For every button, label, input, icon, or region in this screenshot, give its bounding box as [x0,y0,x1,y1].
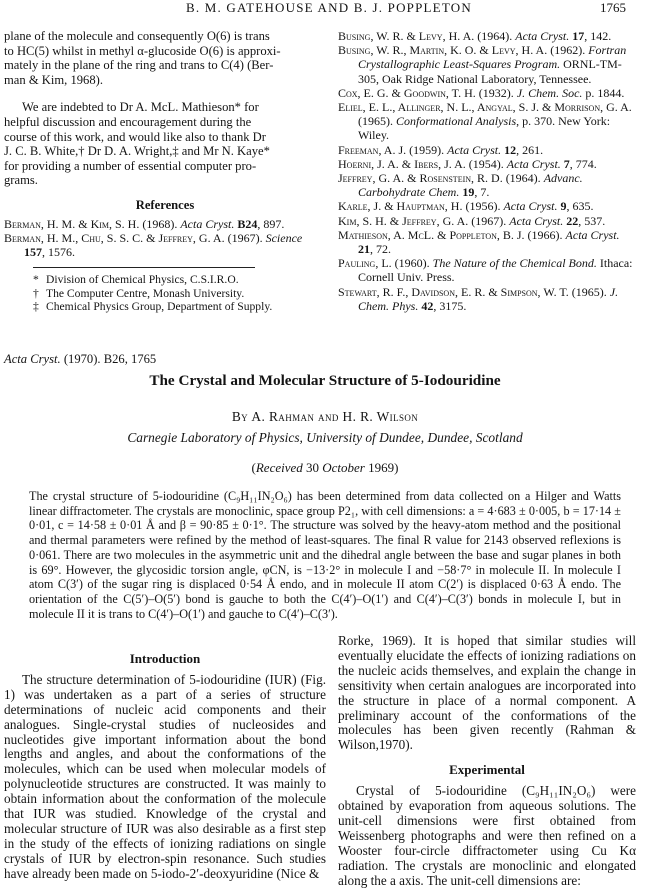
experimental-heading: Experimental [449,762,525,778]
footnote: * Division of Chemical Physics, C.S.I.R.O. [33,273,239,287]
introduction-continued: Rorke, 1969). It is hoped that similar studies will eventually elucidate the effects of ionizing radiations on the nucleic acids themselves, and explain the change in sensitivity when certain analogues are incorporated into the structure in place of a normal component. A preliminary account of the conformations of the molecules has been given recently (Rahman & Wilson,1970). [338,633,636,753]
author-names: A. Rahman and H. R. Wilson [251,409,419,424]
reference-item: Karle, J. & Hauptman, H. (1956). Acta Cryst. 9, 635. [338,199,594,214]
footnote: † The Computer Centre, Monash University. [33,286,245,300]
text-line: helpful discussion and encouragement during the [4,114,252,129]
acknowledgement-paragraph [4,100,326,115]
reference-item: Cox, E. G. & Goodwin, T. H. (1932). J. Chem. Soc. p. 1844. [338,85,625,100]
reference-item: Pauling, L. (1960). The Nature of the Chemical Bond. Ithaca: Cornell Univ. Press. [338,256,633,285]
reference-item: Eliel, E. L., Allinger, N. L., Angyal, S. J. & Morrison, G. A. (1965). Conformational Analysis, p. 370. New York: Wiley. [338,100,632,143]
reference-item: Berman, H. M. & Kim, S. H. (1968). Acta Cryst. B24, 897. [4,216,285,231]
experimental-text: Crystal of 5-iodouridine (C₉H₁₁IN₂O₆) were obtained by evaporation from aqueous solutions. The unit-cell dimensions were first obtained from Weissenberg photographs and were then refined on a Wooster four-circle diffractometer using Cu Kα radiation. The crystals are monoclinic and elongated along the a axis. The unit-cell dimensions are: [338,783,636,888]
text-line: plane of the molecule and consequently O(6) is trans [4,29,270,43]
journal-reference: Acta Cryst. (1970). B26, 1765 [4,352,157,366]
article-byline: By A. Rahman and H. R. Wilson [231,409,419,424]
reference-item: Kim, S. H. & Jeffrey, G. A. (1967). Acta Cryst. 22, 537. [338,213,606,228]
author-affiliation: Carnegie Laboratory of Physics, University of Dundee, Dundee, Scotland [127,430,523,445]
footnote: ‡ Chemical Physics Group, Department of Supply. [33,299,273,313]
reference-item: Busing, W. R., Martin, K. O. & Levy, H. A. (1962). Fortran Crystallographic Least-Squares Program. ORNL-TM-305, Oak Ridge National Laboratory, Tennessee. [338,43,627,86]
page-number: 1765 [600,0,626,15]
references-list-left [4,217,326,260]
introduction-heading: Introduction [129,651,201,666]
text-line: mately in the plane of the ring and trans to C(4) (Ber- [4,58,274,73]
prev-article-left-column [4,29,326,313]
introduction-section [4,652,326,882]
reference-item: Berman, H. M., Chu, S. S. C. & Jeffrey, G. A. (1967). Science 157, 1576. [4,230,303,259]
text-line: to HC(5) whilst in methyl α-glucoside O(6) is approxi- [4,43,281,58]
text-line: grams. [4,173,38,188]
footnote-divider [33,267,255,268]
reference-item: Freeman, A. J. (1959). Acta Cryst. 12, 261. [338,142,544,157]
reference-item: Busing, W. R. & Levy, H. A. (1964). Acta Cryst. 17, 142. [338,29,612,43]
references-list-right [338,29,636,313]
reference-item: Stewart, R. F., Davidson, E. R. & Simpson, W. T. (1965). J. Chem. Phys. 42, 3175. [338,284,619,313]
references-heading: References [135,197,195,212]
article-title: The Crystal and Molecular Structure of 5-Iodouridine [149,372,501,389]
text-line: for providing a number of essential computer pro- [4,158,257,173]
text-line: man & Kim, 1968). [4,72,103,87]
text-line: J. C. B. White,† Dr D. A. Wright,‡ and Mr N. Kaye* [4,144,270,159]
reference-item: Mathieson, A. McL. & Poppleton, B. J. (1966). Acta Cryst. 21, 72. [338,227,620,257]
right-column-body [338,634,636,889]
running-header [0,0,650,16]
abstract: The crystal structure of 5-iodouridine (C₉H₁₁IN₂O₆) has been determined from data collected on a Hilger and Watts linear diffractometer. The crystals are monoclinic, space group P2₁, with cell dimensions: a = 4·683 ± 0·005, b = 17·14 ± 0·01, c = 14·58 ± 0·01 Å and β = 90·85 ± 0·1°. The structure was solved by the heavy-atom method and the positional and thermal parameters were refined by the method of least-squares. The final R value for 2143 observed reflexions is 0·061. There are two molecules in the asymmetric unit and the dihedral angle between the base and sugar planes in both is 69°. However, the glycosidic torsion angle, φCN, is −13·2° in molecule I and −58·7° in molecule II. In molecule I atom C(3′) of the sugar ring is displaced 0·54 Å endo, and in molecule II atom C(2′) is displaced 0·63 Å endo. The orientation of the C(5′)–O(5′) bond is gauche to both the C(4′)–O(1′) and C(4′)–C(3′) bonds in molecule I, but in molecule II it is trans to C(4′)–O(1′) and gauche to C(4′)–C(3′). [29,489,621,621]
received-date: (Received 30 October 1969) [251,460,399,475]
conclusion-paragraph [4,29,326,87]
text-line: We are indebted to Dr A. McL. Mathieson* for [22,100,259,115]
reference-item: Jeffrey, G. A. & Rosenstein, R. D. (1964). Advanc. Carbohydrate Chem. 19, 7. [338,171,583,200]
introduction-text: The structure determination of 5-iodouridine (IUR) (Fig. 1) was undertaken as a part of a series of structure determinations of nucleic acid components and their analogues. Single-crystal studies of nucleosides and nucleotides give important information about the bond lengths and angles, and about the conformations of the molecules, which can be used when molecular models of polynucleotide structures are constructed. It was mainly to obtain information about the conformation of the molecule that IUR was studied. Knowledge of the crystal and molecular structure of IUR was also desirable as a first step in the study of the effects of ionizing radiations on single crystals of IUR by electron-spin resonance. Such studies have already been made on 5-iodo-2′-deoxyuridine (Nice & [4,671,326,881]
header-authors: B. M. GATEHOUSE AND B. J. POPPLETON [186,0,472,15]
acknowledgement-paragraph-cont [4,115,326,188]
reference-item: Hoerni, J. A. & Ibers, J. A. (1954). Acta Cryst. 7, 774. [338,156,597,171]
text-line: course of this work, and would like also to thank Dr [4,129,266,144]
